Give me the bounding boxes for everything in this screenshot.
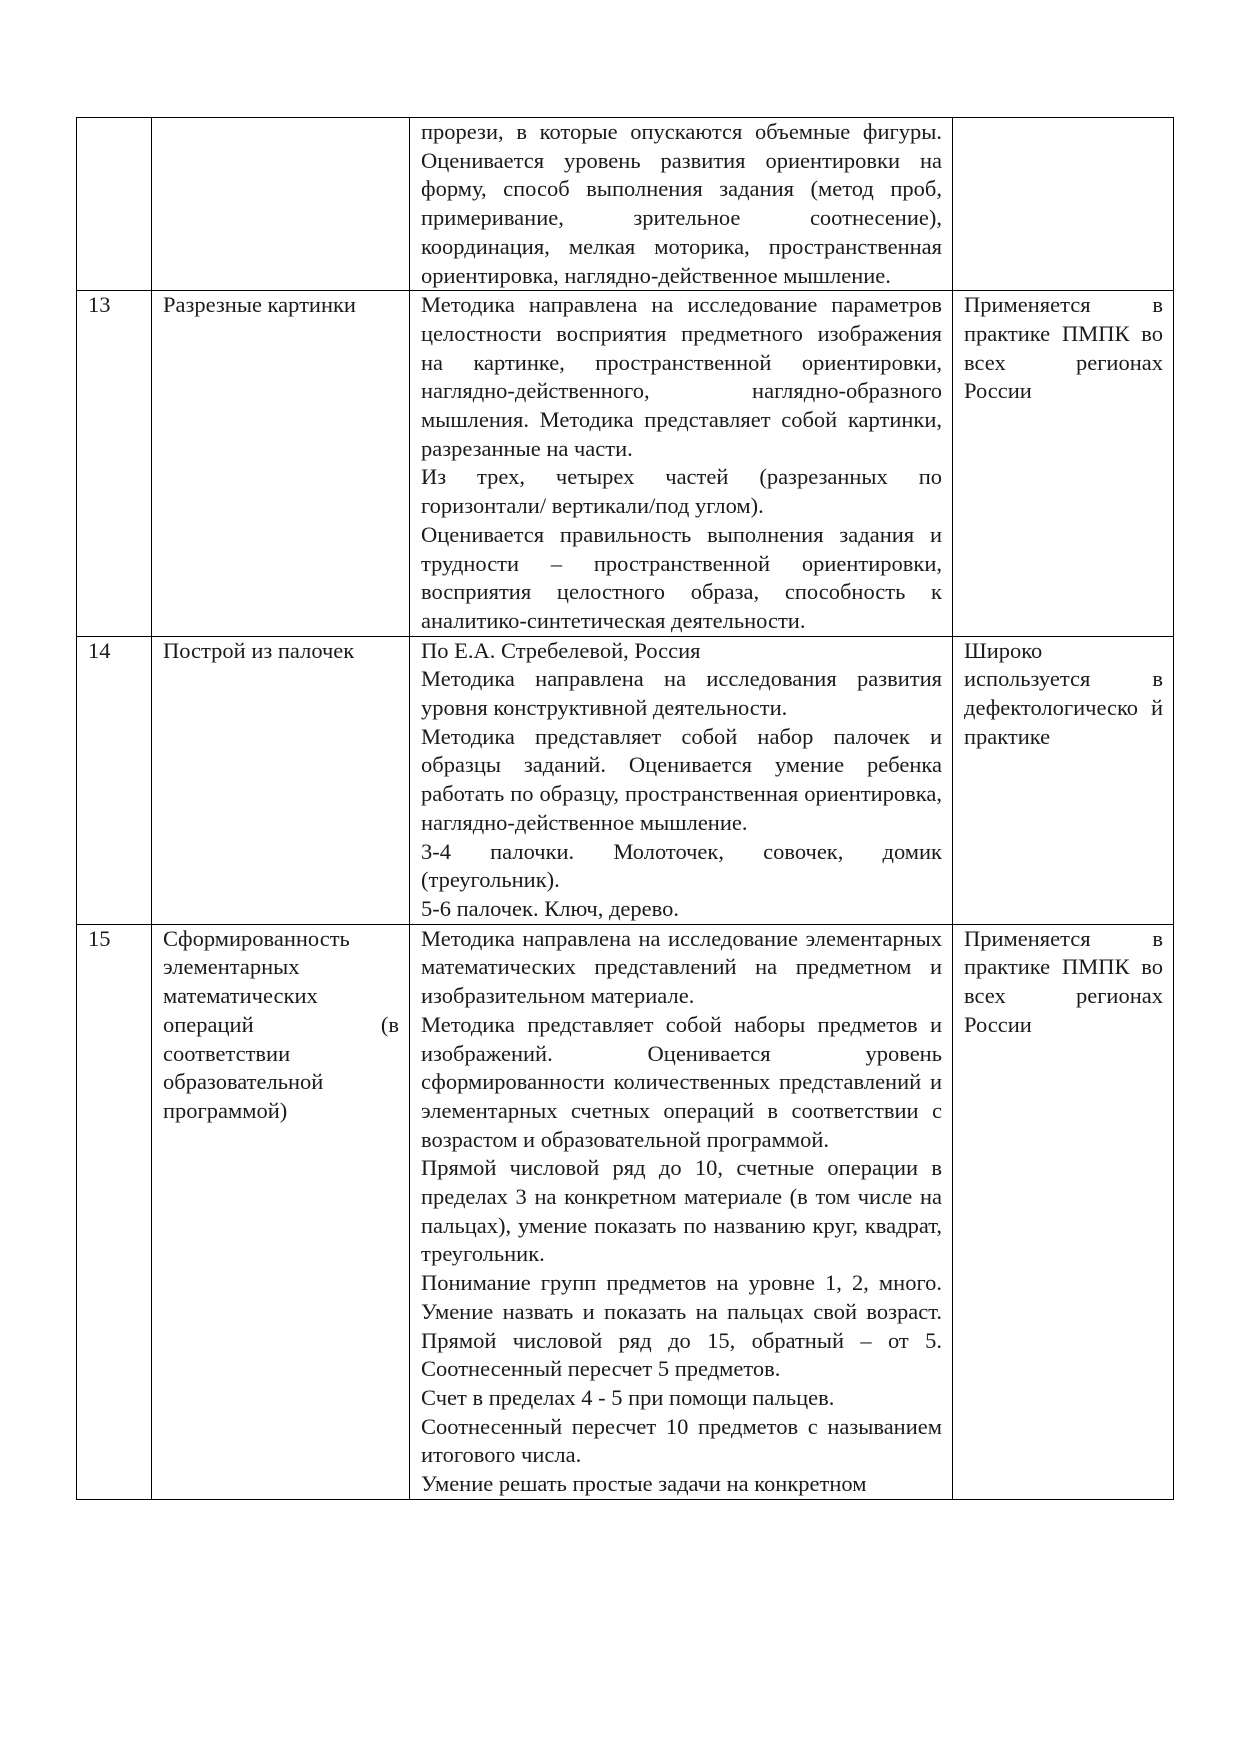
table-row bbox=[77, 924, 1174, 1499]
method-application: Применяется в практике ПМПК во всех регионах России bbox=[953, 291, 1174, 636]
description-paragraph: Методика направлена на исследование элементарных математических представлений на предметном и изобразительном материале. bbox=[421, 925, 942, 1009]
method-application: Широко используется в дефектологическо й практике bbox=[953, 636, 1174, 924]
row-number bbox=[77, 118, 152, 291]
table-row bbox=[77, 636, 1174, 924]
description-paragraph: По Е.А. Стребелевой, Россия bbox=[421, 637, 701, 663]
method-name: Сформированность элементарных математических операций (в соответствии образовательной программой) bbox=[152, 924, 410, 1499]
description-paragraph: Соотнесенный пересчет 10 предметов с называнием итогового числа. bbox=[421, 1413, 942, 1468]
methods-table bbox=[76, 117, 1174, 1500]
method-description bbox=[410, 636, 953, 924]
description-paragraph: 3-4 палочки. Молоточек, совочек, домик (треугольник). bbox=[421, 838, 942, 893]
method-name: Построй из палочек bbox=[152, 636, 410, 924]
description-paragraph: Оценивается правильность выполнения задания и трудности – пространственной ориентировки, восприятия целостного образа, способность к аналитико-синтетическая деятельности. bbox=[421, 521, 942, 633]
description-paragraph: Умение решать простые задачи на конкретном bbox=[421, 1471, 867, 1497]
description-paragraph: Методика представляет собой наборы предметов и изображений. Оценивается уровень сформированности количественных представлений и элементарных счетных операций в соответствии с возрастом и образовательной программой. bbox=[421, 1011, 942, 1152]
description-paragraph: Методика направлена на исследования развития уровня конструктивной деятельности. bbox=[421, 666, 942, 721]
description-paragraph: Методика представляет собой набор палочек и образцы заданий. Оценивается умение ребенка работать по образцу, пространственная ориентировка, наглядно-действенное мышление. bbox=[421, 723, 942, 835]
description-paragraph: прорези, в которые опускаются объемные фигуры. Оценивается уровень развития ориентировки на форму, способ выполнения задания (метод проб, примеривание, зрительное соотнесение), координация, мелкая моторика, пространственная ориентировка, наглядно-действенное мышление. bbox=[421, 119, 942, 288]
row-number: 13 bbox=[77, 291, 152, 636]
table-row bbox=[77, 291, 1174, 636]
description-paragraph: 5-6 палочек. Ключ, дерево. bbox=[421, 895, 679, 921]
method-description bbox=[410, 924, 953, 1499]
description-paragraph: Из трех, четырех частей (разрезанных по горизонтали/ вертикали/под углом). bbox=[421, 464, 942, 519]
description-paragraph: Счет в пределах 4 - 5 при помощи пальцев. bbox=[421, 1384, 835, 1410]
description-paragraph: Понимание групп предметов на уровне 1, 2, много. Умение назвать и показать на пальцах свой возраст. Прямой числовой ряд до 15, обратный – от 5. Соотнесенный пересчет 5 предметов. bbox=[421, 1270, 942, 1382]
description-paragraph: Методика направлена на исследование параметров целостности восприятия предметного изображения на картинке, пространственной ориентировки, наглядно-действенного, наглядно-образного мышления. Методика представляет собой картинки, разрезанные на части. bbox=[421, 292, 942, 461]
method-application bbox=[953, 118, 1174, 291]
method-application: Применяется в практике ПМПК во всех регионах России bbox=[953, 924, 1174, 1499]
row-number: 15 bbox=[77, 924, 152, 1499]
table-row bbox=[77, 118, 1174, 291]
method-name bbox=[152, 118, 410, 291]
method-name: Разрезные картинки bbox=[152, 291, 410, 636]
method-description bbox=[410, 118, 953, 291]
row-number: 14 bbox=[77, 636, 152, 924]
method-description bbox=[410, 291, 953, 636]
description-paragraph: Прямой числовой ряд до 10, счетные операции в пределах 3 на конкретном материале (в том числе на пальцах), умение показать по названию круг, квадрат, треугольник. bbox=[421, 1155, 942, 1267]
